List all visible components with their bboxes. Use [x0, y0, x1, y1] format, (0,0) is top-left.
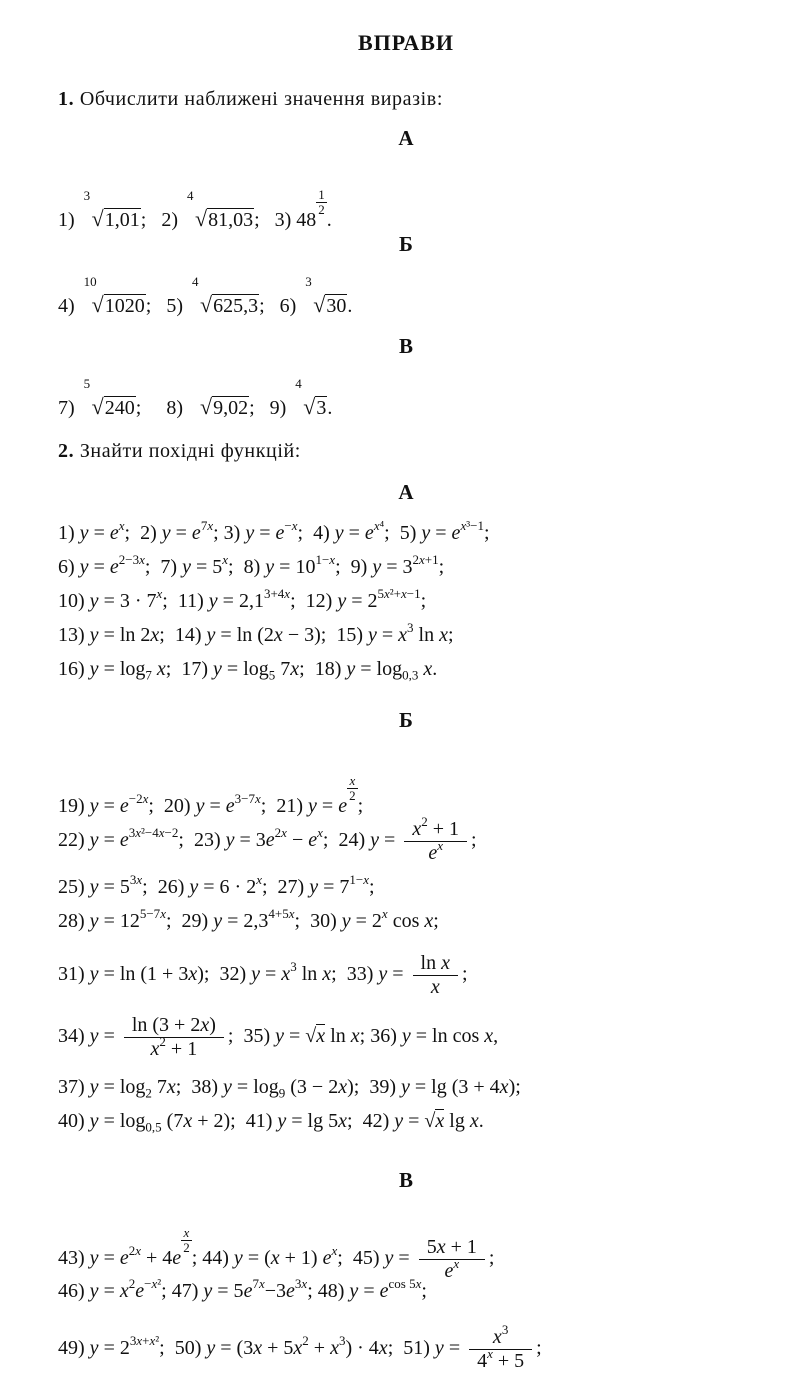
radical: 3 √30: [305, 274, 347, 317]
task2-line-10: 31) y = ln (1 + 3x); 32) $y = x^3$ ln x; 33) y = $\frac{\text{ln x}}{x}$ ;: [58, 952, 468, 998]
radical: √9,02: [199, 394, 249, 419]
task2-line-13: 40) $y = \log_{0,5} (7x + 2)$; 41) y = lg 5x; 42) y = √x lg x.: [58, 1110, 484, 1135]
task1-row-a: 1) 3 √1,01; 2) 4 √81,03; 3) 48 $\frac{1}{2}$ .: [58, 187, 332, 231]
task-1-number: 1.: [58, 88, 75, 110]
task2-line-2: 6) $y = e^{2-3x}$; 7) $y = 5^x$; 8) $y = 10^{1-x}$; 9) $y = 3^{2x+1}$;: [58, 551, 445, 578]
task-1-heading: [58, 88, 443, 111]
task1-row-b: 4) 10 √1020; 5) 4 √625,3; 6) 3 √30.: [58, 274, 353, 317]
fraction-exponent: $\frac{1}{2}$: [318, 187, 325, 218]
task2-line-9: 28) $y = 12^{5-7x}$; 29) $y = 2,3^{4+5x}$; 30) $y = 2^x$ cos x;: [58, 905, 439, 932]
radical: 4 √3: [295, 376, 327, 419]
task-2-text: Знайти похідні функцій:: [79, 440, 301, 462]
section-b-task1: Б: [399, 232, 413, 256]
task-2-number: 2.: [58, 440, 75, 462]
page-title: ВПРАВИ: [357, 30, 455, 55]
section-a-task2: А: [398, 480, 414, 504]
radical: 4 √625,3: [191, 274, 259, 317]
section-b-task2: Б: [399, 708, 413, 732]
task-2-heading: [58, 440, 301, 463]
task1-row-v: 7) 5 √240; 8) √9,02; 9) 4 √3.: [58, 376, 333, 419]
task2-line-16: 49) $y = 2^{3x+x^2}$; 50) $y = (3x + 5x^2 + x^3) \cdot 4x$; 51) y = $\frac{x^3}{4^x + 5}$ ;: [58, 1321, 542, 1372]
task2-line-5: 16) $y = \log_7 x$; 17) $y = \log_5 7x$; 18) $y = \log_{0,3} x$.: [58, 658, 438, 683]
section-v-task2: В: [398, 1168, 413, 1192]
radical: 10 √1020: [83, 274, 145, 317]
task2-line-4: 13) y = ln 2x; 14) y = ln (2x − 3); 15) $y = x^3$ ln x;: [58, 619, 454, 646]
radical: 3 √1,01: [83, 187, 140, 231]
task2-line-15: 46) $y = x^2e^{-x^2}$; 47) $y = 5e^{7x}-3e^{3x}$; 48) $y = e^{cos 5x}$;: [58, 1275, 427, 1302]
task2-line-1: 1) $y = e^x$; 2) $y = e^{7x}$; 3) $y = e^{-x}$; 4) $y = e^{x^4}$; 5) $y = e^{x^3-1}$;: [58, 517, 490, 544]
task-1-text: Обчислити наближені значення виразів:: [79, 88, 443, 110]
task2-line-6: 19) $y = e^{-2x}$; 20) $y = e^{3-7x}$; 21) y = e $\frac{x}{2}$ ;: [58, 773, 364, 817]
task2-line-11: 34) y = $\frac{\ln (3 + 2x)}{x^2 + 1}$ ; 35) y = √x ln x; 36) y = ln cos x,: [58, 1014, 499, 1060]
radical: 5 √240: [83, 376, 135, 419]
radical: 4 √81,03: [186, 187, 254, 231]
section-a-task1: А: [398, 126, 414, 150]
task2-line-12: 37) $y = \log_2 7x$; 38) $y = \log_9 (3 - 2x)$; 39) y = lg (3 + 4x);: [58, 1076, 521, 1101]
task2-line-7: 22) $y = e^{3x^2-4x-2}$; 23) $y = 3e^{2x} - e^x$; 24) y = $\frac{x^2 + 1}{e^x}$ ;: [58, 813, 477, 864]
section-v-task1: В: [398, 334, 413, 358]
task2-line-3: 10) $y = 3 \cdot 7^x$; 11) $y = 2,1^{3+4x}$; 12) $y = 2^{5x^2+x-1}$;: [58, 585, 427, 612]
task2-line-14: 43) $y = e^{2x} + 4e$ $\frac{x}{2}$ ; 44) y = (x + 1) $e^x$; 45) y = $\frac{5x + 1}{e^x}$ ;: [58, 1225, 495, 1282]
task2-line-8: 25) $y = 5^{3x}$; 26) $y = 6 \cdot 2^x$; 27) $y = 7^{1-x}$;: [58, 871, 375, 898]
